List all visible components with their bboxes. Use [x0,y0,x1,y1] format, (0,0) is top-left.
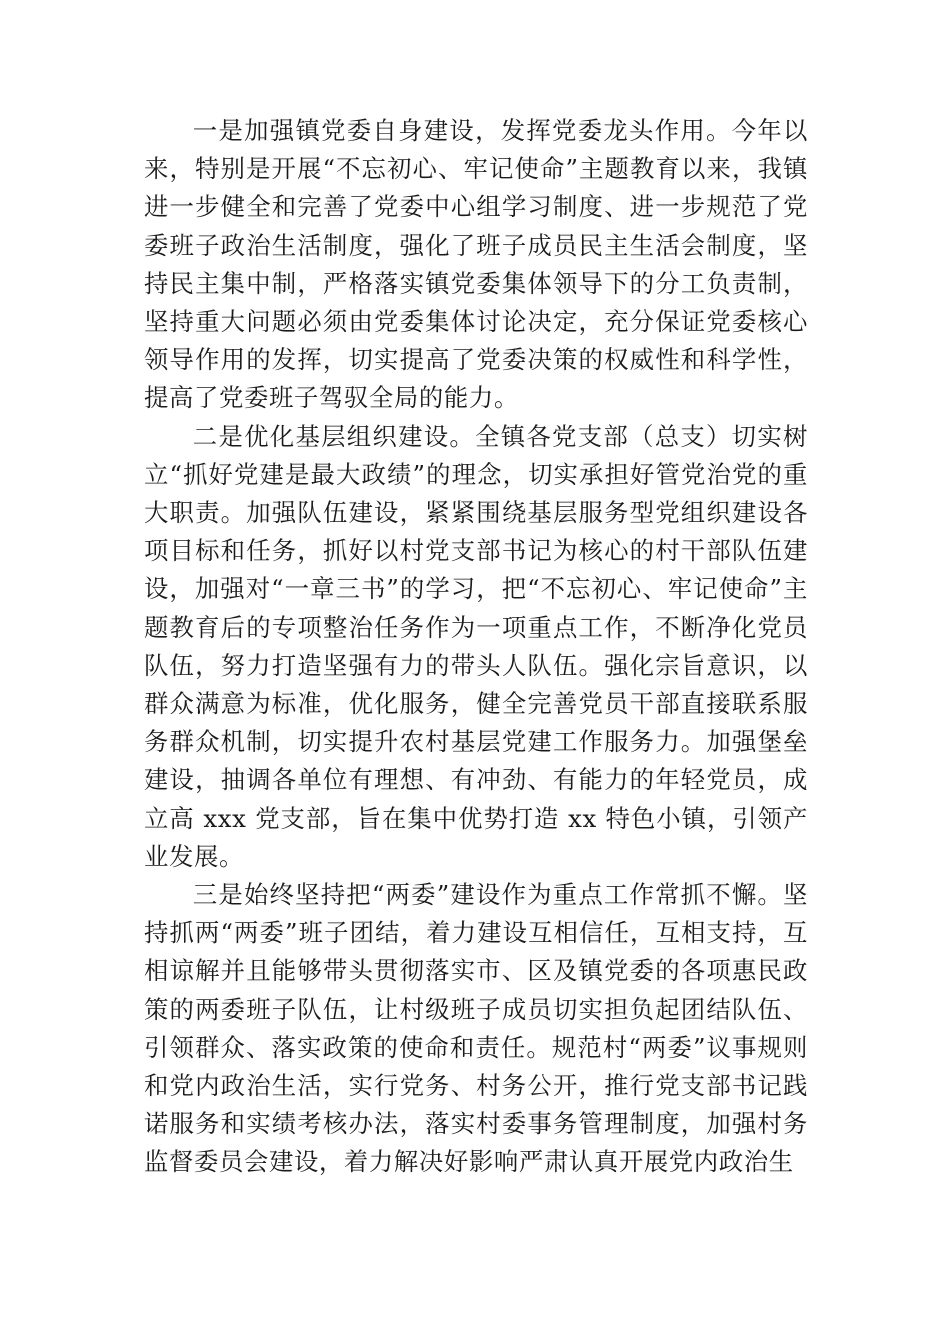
document-body [144,112,808,1182]
paragraph-3: 三是始终坚持把“两委”建设作为重点工作常抓不懈。坚持抓两“两委”班子团结，着力建设互相信任，互相支持，互相谅解并且能够带头贯彻落实市、区及镇党委的各项惠民政策的两委班子队伍，让村级班子成员切实担负起团结队伍、引领群众、落实政策的使命和责任。规范村“两委”议事规则和党内政治生活，实行党务、村务公开，推行党支部书记践诺服务和实绩考核办法，落实村委事务管理制度，加强村务监督委员会建设，着力解决好影响严肃认真开展党内政治生 [144,880,808,1177]
paragraph-2: 二是优化基层组织建设。全镇各党支部（总支）切实树立“抓好党建是最大政绩”的理念，切实承担好管党治党的重大职责。加强队伍建设，紧紧围绕基层服务型党组织建设各项目标和任务，抓好以村党支部书记为核心的村干部队伍建设，加强对“一章三书”的学习，把“不忘初心、牢记使命”主题教育后的专项整治任务作为一项重点工作，不断净化党员队伍，努力打造坚强有力的带头人队伍。强化宗旨意识，以群众满意为标准，优化服务，健全完善党员干部直接联系服务群众机制，切实提升农村基层党建工作服务力。加强堡垒建设，抽调各单位有理想、有冲劲、有能力的年轻党员，成立高 xxx 党支部，旨在集中优势打造 xx 特色小镇，引领产业发展。 [144,421,808,871]
paragraph-1: 一是加强镇党委自身建设，发挥党委龙头作用。今年以来，特别是开展“不忘初心、牢记使命”主题教育以来，我镇进一步健全和完善了党委中心组学习制度、进一步规范了党委班子政治生活制度，强化了班子成员民主生活会制度，坚持民主集中制，严格落实镇党委集体领导下的分工负责制，坚持重大问题必须由党委集体讨论决定，充分保证党委核心领导作用的发挥，切实提高了党委决策的权威性和科学性，提高了党委班子驾驭全局的能力。 [144,116,808,413]
